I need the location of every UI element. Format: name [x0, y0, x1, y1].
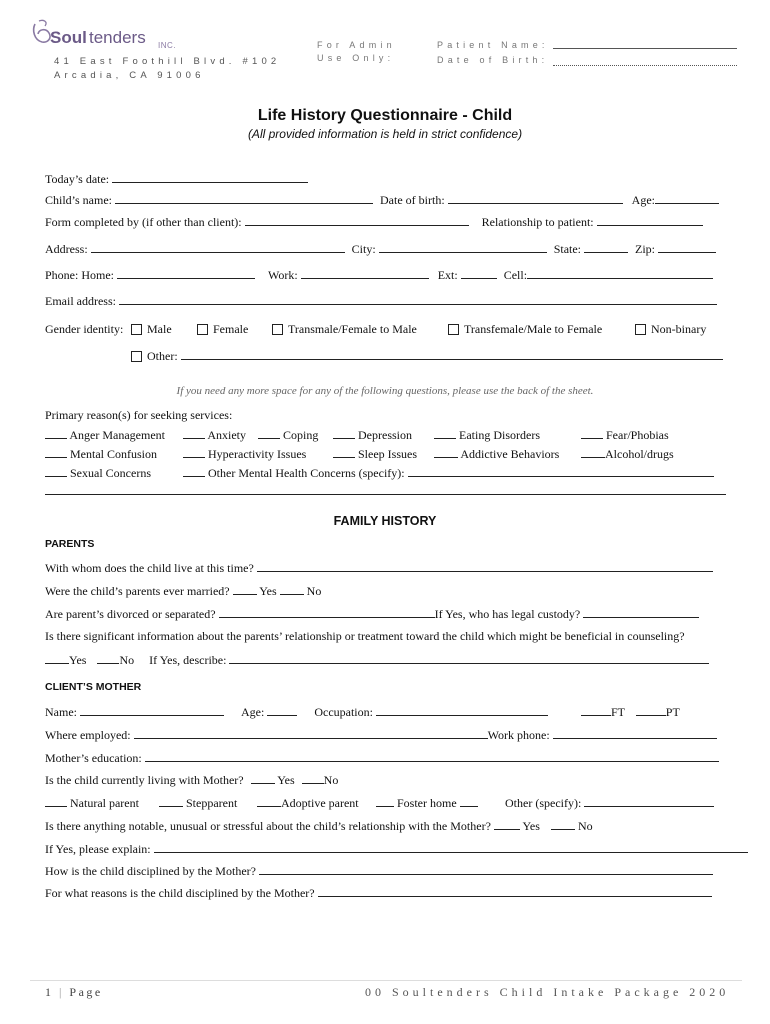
significant-no-blank[interactable] — [97, 652, 119, 664]
pt-label: PT — [665, 705, 680, 719]
childs-name-label: Child’s name: — [45, 193, 112, 207]
parent-type-foster[interactable] — [376, 795, 478, 811]
mother-work-phone-field[interactable] — [553, 727, 717, 739]
form-completed-field[interactable] — [245, 214, 469, 226]
parent-type-blank[interactable] — [460, 795, 478, 807]
city-label: City: — [351, 242, 376, 256]
zip-label: Zip: — [635, 242, 656, 256]
dob-label: Date of Birth: — [437, 55, 549, 65]
where-employed-field[interactable] — [134, 727, 488, 739]
work-phone-label: Work phone: — [487, 728, 550, 742]
married-yes-label: Yes — [259, 584, 277, 598]
reason-label: Anger Management — [69, 428, 165, 442]
notable-label: Is there anything notable, unusual or stressful about the child’s relationship with the Mother? — [45, 819, 491, 833]
page-title: Life History Questionnaire - Child — [257, 107, 513, 124]
logo-brand-tail: tenders — [89, 28, 146, 47]
reason-blank[interactable] — [258, 427, 280, 439]
other-checkbox[interactable] — [131, 351, 142, 362]
page-label: Page — [69, 985, 103, 999]
dob-field-label: Date of birth: — [380, 193, 445, 207]
reason-blank[interactable] — [183, 427, 205, 439]
parent-type-other[interactable] — [505, 795, 714, 811]
reason-label: Anxiety — [207, 428, 247, 442]
parents-heading: PARENTS — [45, 538, 95, 550]
living-with-mother-label: Is the child currently living with Mother? — [45, 773, 244, 787]
custody-label: If Yes, who has legal custody? — [434, 607, 581, 621]
married-no-blank[interactable] — [280, 583, 304, 595]
reason-label: Eating Disorders — [459, 428, 540, 442]
significant-no-label: No — [119, 653, 135, 667]
living-no-blank[interactable] — [302, 772, 324, 784]
reason-label: Hyperactivity Issues — [208, 447, 307, 461]
relationship-field[interactable] — [597, 214, 703, 226]
childs-name-field[interactable] — [115, 192, 373, 204]
disciplined-how-field[interactable] — [259, 863, 713, 875]
gender-option-nonbinary[interactable] — [635, 322, 706, 336]
gender-option-transmale[interactable] — [272, 322, 417, 336]
mother-name-field[interactable] — [80, 704, 224, 716]
mother-age-field[interactable] — [267, 704, 297, 716]
reason-label: Sexual Concerns — [70, 466, 151, 480]
email-field[interactable] — [119, 293, 717, 305]
ext-label: Ext: — [437, 268, 458, 282]
if-yes-explain-label: If Yes, please explain: — [45, 842, 151, 856]
address-label: Address: — [45, 242, 88, 256]
mother-age-label: Age: — [241, 705, 265, 719]
state-field[interactable] — [584, 241, 628, 253]
soultenders-logo — [30, 16, 190, 58]
reason-blank[interactable] — [183, 465, 205, 477]
if-yes-describe-label: If Yes, describe: — [149, 653, 227, 667]
address-line-2: Arcadia, CA 91006 — [54, 70, 205, 81]
explain-row — [45, 841, 727, 856]
other-specify-field[interactable] — [584, 795, 714, 807]
parent-type-label: Natural parent — [70, 796, 139, 810]
occupation-label: Occupation: — [314, 705, 373, 719]
age-field[interactable] — [655, 192, 719, 204]
parent-type-adoptive[interactable] — [257, 795, 359, 811]
state-label: State: — [553, 242, 582, 256]
patient-name-field[interactable] — [553, 41, 737, 49]
gender-option-other[interactable] — [131, 348, 723, 363]
reason-coping[interactable] — [258, 427, 318, 443]
parent-type-label: Stepparent — [186, 796, 238, 810]
reason-anxiety[interactable] — [183, 427, 246, 443]
reason-label: Addictive Behaviors — [460, 447, 560, 461]
reason-label: Sleep Issues — [358, 447, 417, 461]
city-field[interactable] — [379, 241, 547, 253]
divorced-label: Are parent’s divorced or separated? — [45, 607, 216, 621]
reason-blank[interactable] — [45, 427, 67, 439]
female-checkbox[interactable] — [197, 324, 208, 335]
admin-label-line-2: Use Only: — [317, 53, 395, 63]
where-employed-row — [45, 727, 727, 742]
reason-blank[interactable] — [333, 427, 355, 439]
significant-answer-row — [45, 652, 727, 667]
notable-no-label: No — [577, 819, 593, 833]
logo-suffix: INC. — [158, 41, 176, 50]
mothers-education-label: Mother’s education: — [45, 751, 142, 765]
disciplined-why-row — [45, 885, 727, 900]
age-label: Age: — [631, 193, 655, 207]
reason-other-mental[interactable] — [183, 465, 714, 481]
gender-option-female[interactable] — [197, 322, 248, 336]
notable-no-blank[interactable] — [551, 818, 575, 830]
reason-label: Other Mental Health Concerns (specify): — [208, 466, 405, 480]
logo-brand-lead: Soul — [50, 28, 87, 47]
divorced-field[interactable] — [219, 606, 435, 618]
page-separator: | — [59, 985, 64, 999]
cell-label: Cell: — [503, 268, 528, 282]
cell-field[interactable] — [527, 267, 713, 279]
zip-field[interactable] — [658, 241, 716, 253]
reason-hyperactivity[interactable] — [183, 446, 306, 462]
address-field[interactable] — [91, 241, 345, 253]
relationship-label: Relationship to patient: — [481, 215, 594, 229]
married-no-label: No — [306, 584, 322, 598]
reason-addictive[interactable] — [434, 446, 559, 462]
page-number-value: 1 — [45, 985, 54, 999]
significant-yes-blank[interactable] — [45, 652, 69, 664]
married-yes-blank[interactable] — [233, 583, 257, 595]
disciplined-how-row — [45, 863, 727, 878]
reason-blank[interactable] — [434, 427, 456, 439]
reason-blank[interactable] — [434, 446, 458, 458]
reason-eating[interactable] — [434, 427, 540, 443]
parent-type-blank[interactable] — [45, 795, 67, 807]
ft-label: FT — [610, 705, 625, 719]
disciplined-why-label: For what reasons is the child disciplined by the Mother? — [45, 886, 315, 900]
reason-blank[interactable] — [45, 446, 67, 458]
form-completed-label: Form completed by (if other than client): — [45, 215, 242, 229]
reasons-label: Primary reason(s) for seeking services: — [45, 408, 233, 422]
living-no-label: No — [323, 773, 339, 787]
package-footer: 00 Soultenders Child Intake Package 2020 — [365, 985, 730, 999]
married-label: Were the child’s parents ever married? — [45, 584, 230, 598]
male-checkbox[interactable] — [131, 324, 142, 335]
address-row — [45, 241, 727, 256]
email-row — [45, 293, 727, 308]
reason-blank[interactable] — [45, 465, 67, 477]
patient-name-label: Patient Name: — [437, 40, 549, 50]
explain-field[interactable] — [154, 841, 748, 853]
occupation-field[interactable] — [376, 704, 548, 716]
reason-depression[interactable] — [333, 427, 412, 443]
describe-field[interactable] — [229, 652, 709, 664]
address-line-1: 41 East Foothill Blvd. #102 — [54, 56, 281, 67]
reason-fear[interactable] — [581, 427, 669, 443]
notable-yes-label: Yes — [522, 819, 540, 833]
reason-blank[interactable] — [581, 427, 603, 439]
notable-yes-blank[interactable] — [494, 818, 520, 830]
page-subtitle: (All provided information is held in strict confidence) — [247, 127, 523, 141]
live-with-row — [45, 560, 727, 575]
transmale-checkbox[interactable] — [272, 324, 283, 335]
transfemale-checkbox[interactable] — [448, 324, 459, 335]
reason-blank[interactable] — [581, 446, 605, 458]
gender-option-transfemale[interactable] — [448, 322, 602, 336]
childs-name-row — [45, 192, 727, 207]
reason-label: Fear/Phobias — [606, 428, 669, 442]
space-note: If you need any more space for any of the following questions, please use the back of the sheet. — [176, 385, 594, 397]
significant-label: Is there significant information about the parents’ relationship or treatment toward the child which might be beneficial in counseling? — [45, 629, 685, 643]
parent-type-step[interactable] — [159, 795, 237, 811]
where-employed-label: Where employed: — [45, 728, 131, 742]
admin-label-line-1: For Admin — [317, 40, 396, 50]
notable-row — [45, 818, 727, 833]
nonbinary-checkbox[interactable] — [635, 324, 646, 335]
living-yes-blank[interactable] — [251, 772, 275, 784]
dob-field[interactable] — [553, 64, 737, 66]
mothers-education-row — [45, 750, 727, 765]
ft-blank[interactable] — [581, 704, 611, 716]
other-gender-field[interactable] — [181, 348, 723, 360]
ext-field[interactable] — [461, 267, 497, 279]
reason-sleep[interactable] — [333, 446, 417, 462]
parent-type-natural[interactable] — [45, 795, 139, 811]
parent-type-label: Foster home — [397, 796, 457, 810]
parent-type-blank[interactable] — [257, 795, 281, 807]
reason-blank[interactable] — [333, 446, 355, 458]
pt-blank[interactable] — [636, 704, 666, 716]
mother-name-label: Name: — [45, 705, 77, 719]
parent-type-label: Other (specify): — [505, 796, 582, 810]
todays-date-field[interactable] — [112, 171, 308, 183]
todays-date-row — [45, 171, 727, 186]
disciplined-why-field[interactable] — [318, 885, 712, 897]
gender-option-label: Female — [213, 322, 249, 336]
reason-label: Coping — [283, 428, 319, 442]
live-with-field[interactable] — [257, 560, 713, 572]
divorced-row — [45, 606, 727, 621]
mothers-education-field[interactable] — [145, 750, 719, 762]
significant-yes-label: Yes — [69, 653, 87, 667]
reason-confusion[interactable] — [45, 446, 157, 462]
date-of-birth-field[interactable] — [448, 192, 623, 204]
clients-mother-heading: CLIENT’S MOTHER — [45, 681, 142, 693]
reason-anger[interactable] — [45, 427, 165, 443]
reason-label: Mental Confusion — [70, 447, 157, 461]
reason-blank[interactable] — [183, 446, 205, 458]
family-history-title: FAMILY HISTORY — [333, 514, 437, 528]
work-label: Work: — [268, 268, 298, 282]
gender-option-label: Transfemale/Male to Female — [464, 322, 603, 336]
gender-option-label: Transmale/Female to Male — [288, 322, 417, 336]
work-phone-field[interactable] — [301, 267, 429, 279]
married-row — [45, 583, 727, 598]
phone-row — [45, 267, 727, 282]
reason-sexual[interactable] — [45, 465, 151, 481]
live-with-label: With whom does the child live at this time? — [45, 561, 254, 575]
email-label: Email address: — [45, 294, 116, 308]
form-completed-row — [45, 214, 727, 229]
phone-home-label: Phone: Home: — [45, 268, 114, 282]
other-concerns-field[interactable] — [408, 465, 714, 477]
custody-field[interactable] — [583, 606, 699, 618]
parent-type-label: Adoptive parent — [281, 796, 359, 810]
reason-label: Depression — [358, 428, 412, 442]
disciplined-how-label: How is the child disciplined by the Mother? — [45, 864, 256, 878]
other-concerns-line-2[interactable] — [45, 482, 726, 495]
parent-type-blank[interactable] — [376, 795, 394, 807]
todays-date-label: Today’s date: — [45, 172, 110, 186]
parent-type-blank[interactable] — [159, 795, 183, 807]
other-label: Other: — [147, 349, 178, 363]
reason-label: Alcohol/drugs — [605, 447, 674, 461]
reason-alcohol[interactable] — [581, 446, 674, 462]
mother-name-row — [45, 704, 727, 719]
phone-home-field[interactable] — [117, 267, 255, 279]
gender-option-label: Male — [147, 322, 172, 336]
page-number — [45, 985, 103, 1000]
living-with-mother-row — [45, 772, 727, 787]
gender-option-label: Non-binary — [651, 322, 707, 336]
footer-divider — [30, 980, 742, 981]
gender-identity-label: Gender identity: — [45, 322, 124, 336]
gender-option-male[interactable] — [131, 322, 172, 336]
living-yes-label: Yes — [277, 773, 295, 787]
